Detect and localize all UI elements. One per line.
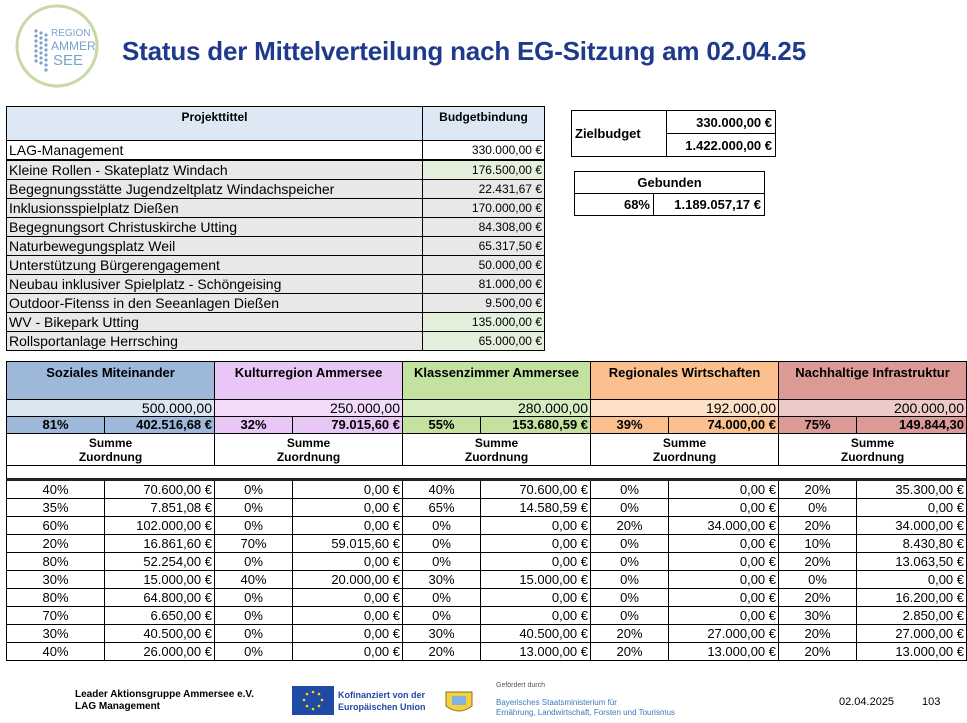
summe-label: Summe: [662, 435, 707, 450]
project-row: [7, 313, 545, 332]
allocation-amount: 40.500,00 €: [105, 625, 215, 643]
allocation-amount: 35.300,00 €: [857, 480, 967, 499]
project-amount: 81.000,00 €: [423, 275, 545, 294]
project-amount: 50.000,00 €: [423, 256, 545, 275]
allocation-amount: 0,00 €: [293, 589, 403, 607]
project-name: Outdoor-Fitenss in den Seeanlagen Dießen: [7, 294, 423, 313]
budget-binding-header: Budgetbindung: [423, 107, 545, 141]
project-name: Begegnungsstätte Jugendzeltplatz Windachspeicher: [7, 180, 423, 199]
category-budget: 200.000,00: [779, 400, 967, 417]
bavarian-ministry-logo: [438, 680, 678, 718]
project-name: Naturbewegungsplatz Weil: [7, 237, 423, 256]
gebunden-label: Gebunden: [575, 172, 765, 194]
footer-org-line-1: Leader Aktionsgruppe Ammersee e.V.: [75, 689, 254, 700]
category-sum: 74.000,00 €: [669, 417, 779, 434]
project-row: [7, 199, 545, 218]
allocation-amount: 0,00 €: [481, 535, 591, 553]
project-row: [7, 218, 545, 237]
allocation-percent: 0%: [591, 480, 669, 499]
allocation-amount: 102.000,00 €: [105, 517, 215, 535]
allocation-percent: 0%: [591, 499, 669, 517]
project-row: [7, 180, 545, 199]
project-table-header: [7, 107, 545, 141]
summe-zuordnung-label: [591, 434, 779, 466]
allocation-amount: 15.000,00 €: [481, 571, 591, 589]
allocation-amount: 0,00 €: [857, 571, 967, 589]
allocation-amount: 20.000,00 €: [293, 571, 403, 589]
project-name: LAG-Management: [7, 141, 423, 161]
summe-label: Summe: [88, 435, 133, 450]
allocation-percent: 0%: [215, 643, 293, 661]
project-name: WV - Bikepark Utting: [7, 313, 423, 332]
allocation-amount: 0,00 €: [293, 517, 403, 535]
category-percent: 75%: [779, 417, 857, 434]
allocation-amount: 13.063,50 €: [857, 553, 967, 571]
project-amount: 176.500,00 €: [423, 160, 545, 180]
project-amount: 170.000,00 €: [423, 199, 545, 218]
allocation-amount: 14.580,59 €: [481, 499, 591, 517]
allocation-amount: 52.254,00 €: [105, 553, 215, 571]
allocation-percent: 20%: [7, 535, 105, 553]
bav-funded-by: Gefördert durch: [496, 682, 546, 689]
category-percent: 39%: [591, 417, 669, 434]
allocation-rows: [7, 480, 967, 661]
allocation-percent: 0%: [215, 517, 293, 535]
allocation-row: [7, 517, 967, 535]
allocation-percent: 80%: [7, 553, 105, 571]
allocation-row: [7, 625, 967, 643]
project-row: [7, 332, 545, 351]
allocation-percent: 35%: [7, 499, 105, 517]
allocation-amount: 0,00 €: [293, 499, 403, 517]
allocation-percent: 20%: [779, 643, 857, 661]
category-sum: 402.516,68 €: [105, 417, 215, 434]
zielbudget-label: Zielbudget: [572, 111, 667, 157]
allocation-percent: 40%: [403, 480, 481, 499]
project-name: Unterstützung Bürgerengagement: [7, 256, 423, 275]
zuordnung-label: Zuordnung: [840, 449, 905, 464]
allocation-percent: 0%: [591, 589, 669, 607]
allocation-row: [7, 553, 967, 571]
allocation-percent: 0%: [591, 535, 669, 553]
allocation-amount: 0,00 €: [669, 571, 779, 589]
allocation-percent: 20%: [779, 625, 857, 643]
project-name: Rollsportanlage Herrsching: [7, 332, 423, 351]
category-name: Nachhaltige Infrastruktur: [779, 362, 967, 400]
allocation-percent: 30%: [7, 571, 105, 589]
allocation-percent: 0%: [403, 517, 481, 535]
category-name: Soziales Miteinander: [7, 362, 215, 400]
separator-row: [7, 466, 967, 480]
allocation-amount: 27.000,00 €: [669, 625, 779, 643]
region-ammersee-logo: [14, 3, 100, 89]
project-amount: 9.500,00 €: [423, 294, 545, 313]
allocation-percent: 0%: [779, 571, 857, 589]
allocation-percent: 20%: [779, 480, 857, 499]
allocation-row: [7, 607, 967, 625]
project-amount: 22.431,67 €: [423, 180, 545, 199]
allocation-table: [6, 361, 967, 661]
allocation-amount: 15.000,00 €: [105, 571, 215, 589]
allocation-amount: 16.861,60 €: [105, 535, 215, 553]
allocation-percent: 20%: [591, 625, 669, 643]
allocation-percent: 30%: [7, 625, 105, 643]
eu-cofunding-logo: [292, 686, 432, 716]
category-percent: 32%: [215, 417, 293, 434]
allocation-percent: 30%: [403, 571, 481, 589]
allocation-amount: 0,00 €: [669, 553, 779, 571]
allocation-amount: 0,00 €: [293, 607, 403, 625]
allocation-amount: 0,00 €: [481, 607, 591, 625]
project-row: [7, 237, 545, 256]
footer-date: 02.04.2025: [839, 696, 895, 708]
zuordnung-label: Zuordnung: [276, 449, 341, 464]
allocation-amount: 7.851,08 €: [105, 499, 215, 517]
allocation-percent: 60%: [7, 517, 105, 535]
allocation-amount: 70.600,00 €: [481, 480, 591, 499]
allocation-amount: 6.650,00 €: [105, 607, 215, 625]
summe-zuordnung-label: [7, 434, 215, 466]
allocation-amount: 34.000,00 €: [857, 517, 967, 535]
project-amount: 135.000,00 €: [423, 313, 545, 332]
allocation-percent: 0%: [215, 589, 293, 607]
allocation-percent: 20%: [591, 517, 669, 535]
summe-label: Summe: [286, 435, 331, 450]
project-row: [7, 141, 545, 161]
allocation-amount: 0,00 €: [293, 553, 403, 571]
allocation-amount: 64.800,00 €: [105, 589, 215, 607]
category-budget: 280.000,00: [403, 400, 591, 417]
allocation-amount: 0,00 €: [293, 480, 403, 499]
footer-org-line-2: LAG Management: [75, 701, 161, 712]
allocation-percent: 20%: [591, 643, 669, 661]
allocation-percent: 80%: [7, 589, 105, 607]
project-row: [7, 275, 545, 294]
allocation-row: [7, 571, 967, 589]
category-sum: 153.680,59 €: [481, 417, 591, 434]
zuordnung-label: Zuordnung: [652, 449, 717, 464]
allocation-percent: 20%: [779, 517, 857, 535]
allocation-percent: 0%: [403, 553, 481, 571]
allocation-percent: 40%: [7, 480, 105, 499]
bav-line-2: Ernährung, Landwirtschaft, Forsten und Tourismus: [496, 708, 676, 717]
allocation-percent: 0%: [215, 553, 293, 571]
allocation-percent: 0%: [215, 607, 293, 625]
allocation-row: [7, 643, 967, 661]
zielbudget-value-1: 330.000,00 €: [667, 111, 776, 134]
logo-text-see: SEE: [53, 52, 84, 69]
category-budget: 192.000,00: [591, 400, 779, 417]
allocation-percent: 20%: [779, 553, 857, 571]
allocation-amount: 0,00 €: [669, 499, 779, 517]
allocation-percent: 0%: [591, 553, 669, 571]
allocation-amount: 0,00 €: [669, 480, 779, 499]
allocation-percent: 0%: [403, 607, 481, 625]
zuordnung-label: Zuordnung: [464, 449, 529, 464]
allocation-percent: 30%: [779, 607, 857, 625]
allocation-amount: 13.000,00 €: [669, 643, 779, 661]
allocation-amount: 13.000,00 €: [481, 643, 591, 661]
allocation-amount: 0,00 €: [669, 607, 779, 625]
allocation-percent: 0%: [215, 625, 293, 643]
zielbudget-value-2: 1.422.000,00 €: [667, 134, 776, 157]
allocation-percent: 0%: [591, 571, 669, 589]
allocation-amount: 70.600,00 €: [105, 480, 215, 499]
allocation-percent: 65%: [403, 499, 481, 517]
allocation-amount: 59.015,60 €: [293, 535, 403, 553]
allocation-amount: 0,00 €: [481, 553, 591, 571]
allocation-percent: 0%: [591, 607, 669, 625]
project-row: [7, 256, 545, 275]
allocation-percent: 70%: [215, 535, 293, 553]
category-percent: 55%: [403, 417, 481, 434]
allocation-percent: 70%: [7, 607, 105, 625]
allocation-percent: 0%: [215, 480, 293, 499]
allocation-amount: 16.200,00 €: [857, 589, 967, 607]
summe-label: Summe: [474, 435, 519, 450]
allocation-row: [7, 499, 967, 517]
category-percent: 81%: [7, 417, 105, 434]
allocation-amount: 13.000,00 €: [857, 643, 967, 661]
project-table: [6, 106, 545, 351]
gebunden-table: [574, 171, 765, 216]
allocation-amount: 26.000,00 €: [105, 643, 215, 661]
allocation-amount: 27.000,00 €: [857, 625, 967, 643]
footer-organization: [75, 689, 254, 713]
allocation-amount: 0,00 €: [857, 499, 967, 517]
allocation-percent: 40%: [7, 643, 105, 661]
project-name: Inklusionsspielplatz Dießen: [7, 199, 423, 218]
allocation-amount: 0,00 €: [293, 625, 403, 643]
allocation-amount: 2.850,00 €: [857, 607, 967, 625]
category-name-row: [7, 362, 967, 400]
allocation-amount: 40.500,00 €: [481, 625, 591, 643]
allocation-percent: 30%: [403, 625, 481, 643]
category-name: Klassenzimmer Ammersee: [403, 362, 591, 400]
allocation-row: [7, 480, 967, 499]
allocation-row: [7, 535, 967, 553]
allocation-row: [7, 589, 967, 607]
category-name: Kulturregion Ammersee: [215, 362, 403, 400]
allocation-percent: 20%: [403, 643, 481, 661]
summe-zuordnung-label: [403, 434, 591, 466]
eu-text-line-2: Europäischen Union: [338, 702, 426, 712]
project-amount: 65.000,00 €: [423, 332, 545, 351]
allocation-percent: 0%: [215, 499, 293, 517]
project-amount: 330.000,00 €: [423, 141, 545, 161]
eu-text-line-1: Kofinanziert von der: [338, 690, 426, 700]
allocation-amount: 0,00 €: [293, 643, 403, 661]
allocation-percent: 20%: [779, 589, 857, 607]
allocation-percent: 0%: [779, 499, 857, 517]
logo-text-ammer: AMMER: [51, 39, 96, 53]
allocation-amount: 0,00 €: [481, 517, 591, 535]
zuordnung-label: Zuordnung: [78, 449, 143, 464]
allocation-percent: 0%: [403, 589, 481, 607]
category-name: Regionales Wirtschaften: [591, 362, 779, 400]
zielbudget-table: [571, 110, 776, 157]
allocation-percent: 10%: [779, 535, 857, 553]
bav-line-1: Bayerisches Staatsministerium für: [496, 698, 617, 707]
page-number: 103: [922, 696, 941, 708]
allocation-amount: 0,00 €: [669, 535, 779, 553]
allocation-amount: 0,00 €: [669, 589, 779, 607]
category-budget: 250.000,00: [215, 400, 403, 417]
category-sum: 79.015,60 €: [293, 417, 403, 434]
allocation-percent: 40%: [215, 571, 293, 589]
project-title-header: Projekttittel: [7, 107, 423, 141]
category-budget: 500.000,00: [7, 400, 215, 417]
category-percent-row: [7, 417, 967, 434]
gebunden-value: 1.189.057,17 €: [654, 194, 765, 216]
summe-zuordnung-label: [215, 434, 403, 466]
category-budget-row: [7, 400, 967, 417]
summe-zuordnung-row: [7, 434, 967, 466]
project-amount: 65.317,50 €: [423, 237, 545, 256]
category-sum: 149.844,30: [857, 417, 967, 434]
project-name: Neubau inklusiver Spielplatz - Schöngeising: [7, 275, 423, 294]
project-row: [7, 160, 545, 180]
summe-zuordnung-label: [779, 434, 967, 466]
project-name: Begegnungsort Christuskirche Utting: [7, 218, 423, 237]
allocation-percent: 0%: [403, 535, 481, 553]
project-amount: 84.308,00 €: [423, 218, 545, 237]
logo-text-region: REGION: [51, 28, 91, 39]
summe-label: Summe: [850, 435, 895, 450]
slide-title: Status der Mittelverteilung nach EG-Sitzung am 02.04.25: [122, 36, 806, 66]
allocation-amount: 8.430,80 €: [857, 535, 967, 553]
allocation-amount: 34.000,00 €: [669, 517, 779, 535]
project-row: [7, 294, 545, 313]
gebunden-pct: 68%: [575, 194, 654, 216]
allocation-amount: 0,00 €: [481, 589, 591, 607]
project-name: Kleine Rollen - Skateplatz Windach: [7, 160, 423, 180]
